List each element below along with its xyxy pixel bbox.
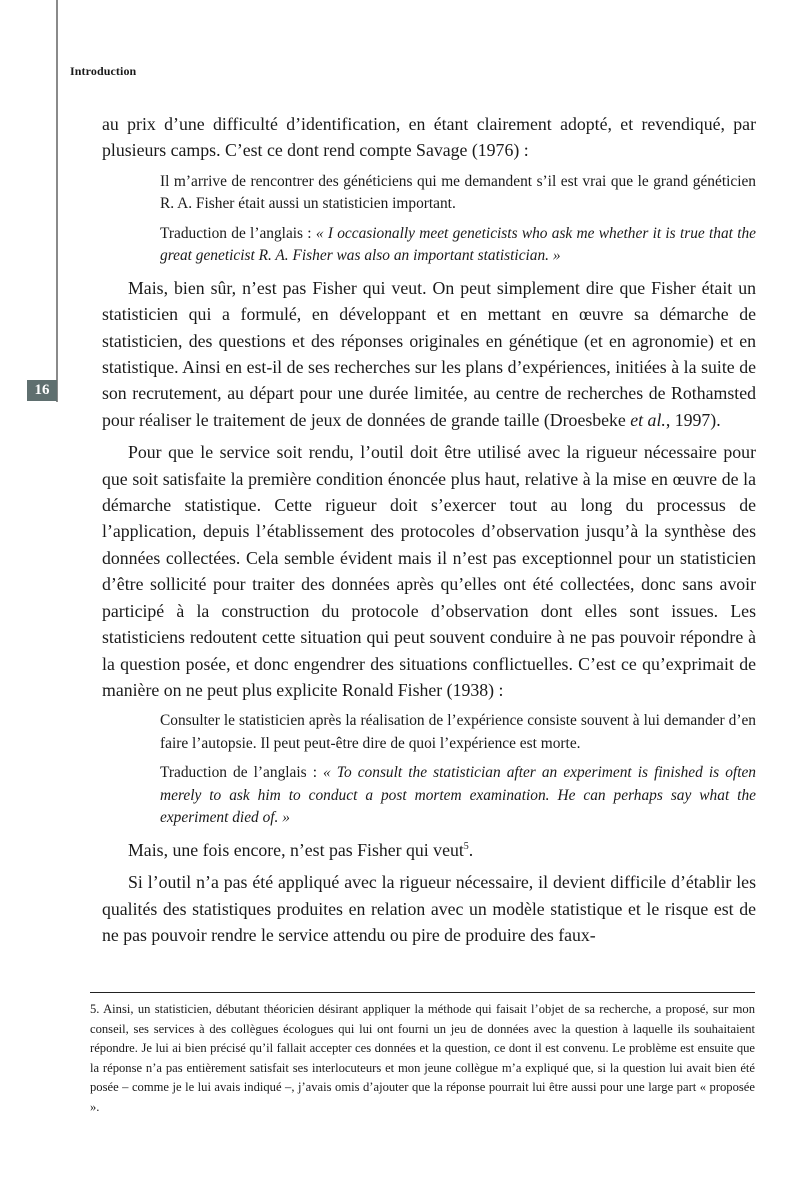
paragraph-1: au prix d’une difficulté d’identification, en étant clairement adopté, et revendiqué, par plusieurs camps. C’est ce dont rend compte Savage (1976) :: [102, 114, 756, 161]
block-quote-fisher: [160, 710, 756, 830]
paragraph-4-text: Mais, une fois encore, n’est pas Fisher qui veut: [128, 839, 464, 860]
citation-etal: et al.: [630, 409, 666, 430]
quote-english: « To consult the statistician after an experiment is finished is often merely to ask him to conduct a post mortem examination. He can perhaps say what the experiment died of. »: [160, 764, 756, 827]
body-text: [102, 111, 756, 948]
quote-french: Il m’arrive de rencontrer des généticiens qui me demandent s’il est vrai que le grand généticien R. A. Fisher était aussi un statisticien important.: [160, 172, 756, 213]
paragraph-4: [102, 837, 756, 863]
margin-rule: [56, 0, 58, 402]
translation-label: Traduction de l’anglais :: [160, 764, 324, 782]
page-number: 16: [27, 380, 57, 401]
footnote-5: 5. Ainsi, un statisticien, débutant théoricien désirant appliquer la méthode qui faisait l’objet de sa recherche, a proposé, sur mon conseil, ses services à des collègues écologues qui lui ont fourni un jeu de données avec la question à laquelle ils souhaitaient répondre. Je lui ai bien précisé qu’il fallait accepter ces données et la question, ce dont il est convenu. Le problème est ensuite que la réponse n’a pas entièrement satisfait ses interlocuteurs et mon jeune collègue m’a expliqué que, si la question lui avait bien été posée – comme je le lui avais indiqué –, j’avais omis d’ajouter que la réponse pourrait lui être aussi pour une large part « proposée ».: [90, 1002, 755, 1114]
paragraph-4-end: .: [468, 839, 474, 860]
footnote-separator: [90, 992, 755, 993]
paragraph-3: Pour que le service soit rendu, l’outil doit être utilisé avec la rigueur nécessaire pour que soit satisfaite la première condition énoncée plus haut, relative à la mise en œuvre de la démarche statistique. Cette rigueur doit s’exercer tout au long du processus de l’application, depuis l’établissement des protocoles d’observation jusqu’à la synthèse des données collectées. Cela semble évident mais il n’est pas exceptionnel pour un statisticien d’être sollicité pour traiter des données après qu’elles ont été collectées, donc sans avoir participé à la construction du protocole d’observation dont elles sont issues. Les statisticiens redoutent cette situation qui peut souvent conduire à ne pas pouvoir répondre à la question posée, et donc engendrer des situations conflictuelles. C’est ce qu’exprimait de manière on ne peut plus explicite Ronald Fisher (1938) :: [102, 442, 756, 700]
block-quote-savage: [160, 171, 756, 268]
paragraph-2-text: Mais, bien sûr, n’est pas Fisher qui veut. On peut simplement dire que Fisher était un statisticien qui a formulé, en développant et en mettant en œuvre sa démarche de statisticien, des questions et des réponses originales en génétique (et en agronomie) et en statistique. Ainsi en est-il de ses recherches sur les plans d’expériences, initiées à la suite de son recrutement, au départ pour une durée limitée, au centre de recherches de Rothamsted pour réaliser le traitement de jeux de données de grande taille (Droesbeke: [102, 277, 756, 430]
paragraph-2-end: , 1997).: [665, 409, 721, 430]
paragraph-5: Si l’outil n’a pas été appliqué avec la rigueur nécessaire, il devient difficile d’établir les qualités des statistiques produites en relation avec un modèle statistique et le risque est de ne pas pouvoir rendre le service attendu ou pire de produire des faux-: [102, 872, 756, 946]
translation-label: Traduction de l’anglais :: [160, 224, 316, 242]
running-head: Introduction: [70, 64, 137, 78]
quote-translation: [160, 762, 756, 830]
quote-english: « I occasionally meet geneticists who ask me whether it is true that the great geneticist R. A. Fisher was also an important statistician. »: [160, 224, 757, 265]
footnote-ref-5[interactable]: 5: [463, 840, 469, 852]
quote-translation: [160, 223, 756, 268]
paragraph-2: [102, 275, 756, 433]
quote-french: Consulter le statisticien après la réalisation de l’expérience consiste souvent à lui demander d’en faire l’autopsie. Il peut peut-être dire de quoi l’expérience est morte.: [160, 712, 756, 752]
